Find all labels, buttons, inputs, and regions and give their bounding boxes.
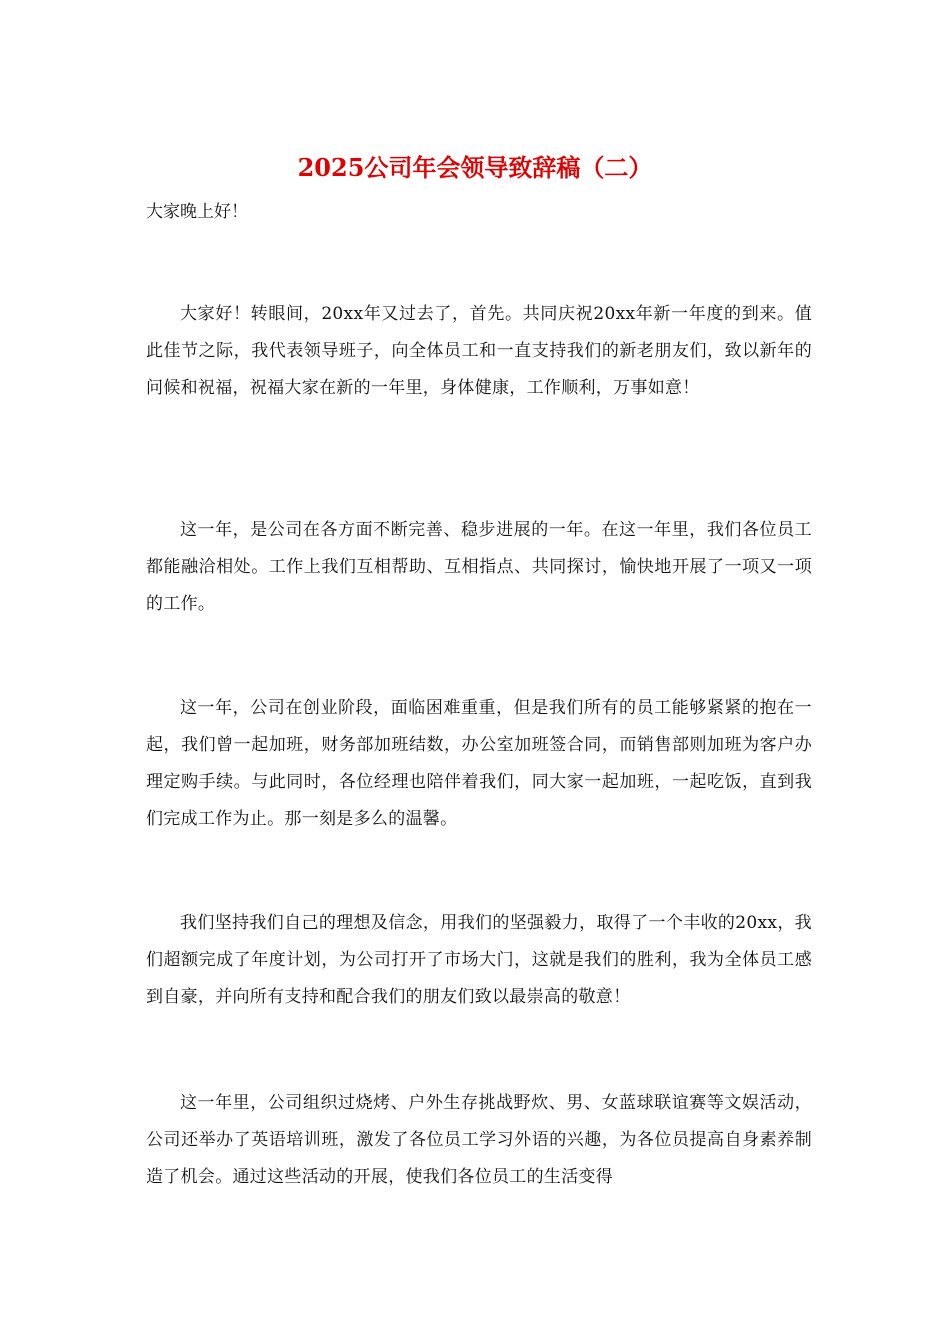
paragraph-2: 这一年，是公司在各方面不断完善、稳步进展的一年。在这一年里，我们各位员工都能融洽相处。工作上我们互相帮助、互相指点、共同探讨，愉快地开展了一项又一项的工作。 (146, 520, 812, 614)
paragraph-5: 这一年里，公司组织过烧烤、户外生存挑战野炊、男、女蓝球联谊赛等文娱活动，公司还举办了英语培训班，激发了各位员工学习外语的兴趣，为各位员提高自身素养制造了机会。通过这些活动的开展，使我们各位员工的生活变得 (146, 1093, 812, 1187)
greeting-line: 大家晚上好！ (146, 202, 248, 222)
paragraph-3: 这一年，公司在创业阶段，面临困难重重，但是我们所有的员工能够紧紧的抱在一起，我们曾一起加班，财务部加班结数，办公室加班签合同，而销售部则加班为客户办理定购手续。与此同时，各位经理也陪伴着我们，同大家一起加班，一起吃饭，直到我们完成工作为止。那一刻是多么的温馨。 (146, 698, 812, 829)
document-title: 2025公司年会领导致辞稿（二） (297, 153, 653, 182)
paragraph-4: 我们坚持我们自己的理想及信念，用我们的坚强毅力，取得了一个丰收的20xx，我们超额完成了年度计划，为公司打开了市场大门，这就是我们的胜利，我为全体员工感到自豪，并向所有支持和配合我们的朋友们致以最崇高的敬意！ (146, 913, 812, 1007)
paragraph-1: 大家好！转眼间，20xx年又过去了，首先。共同庆祝20xx年新一年度的到来。值此佳节之际，我代表领导班子，向全体员工和一直支持我们的新老朋友们，致以新年的问候和祝福，祝福大家在新的一年里，身体健康，工作顺利，万事如意！ (146, 304, 812, 398)
